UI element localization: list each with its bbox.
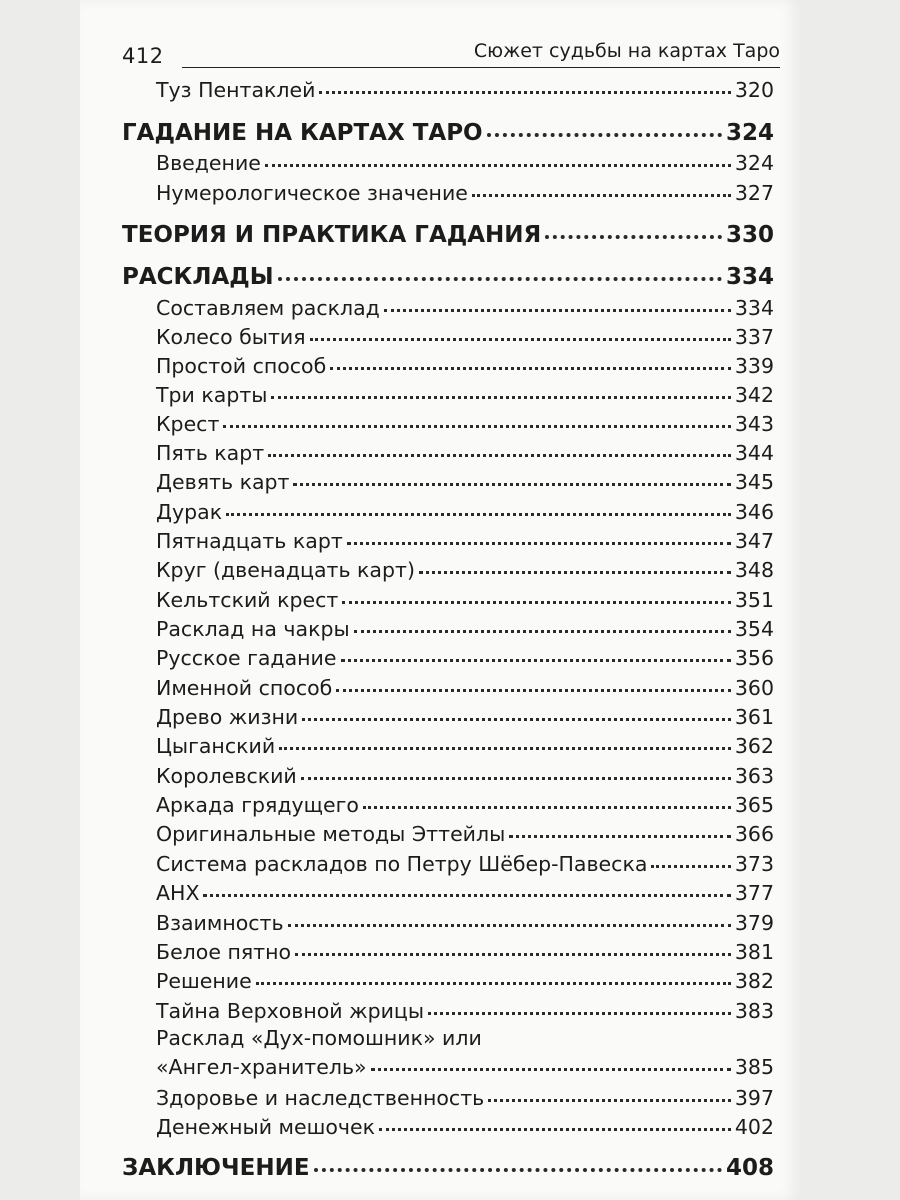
dot-leader [268, 454, 731, 457]
toc-entry-title: Расклад на чакры [156, 617, 350, 641]
toc-entry-page: 365 [734, 793, 774, 817]
toc-entry-page: 334 [725, 264, 774, 290]
dot-leader [223, 425, 730, 428]
dot-leader [279, 747, 731, 750]
running-title: Сюжет судьбы на картах Таро [464, 40, 780, 62]
toc-entry-page: 327 [734, 181, 774, 205]
dot-leader [319, 91, 730, 94]
toc-entry-page: 366 [734, 822, 774, 846]
toc-entry [122, 793, 774, 817]
toc-entry-title: Кельтский крест [156, 588, 339, 612]
dot-leader [203, 894, 730, 897]
toc-entry-page: 334 [734, 296, 774, 320]
toc-entry-page: 346 [734, 500, 774, 524]
dot-leader [384, 309, 731, 312]
dot-leader [545, 235, 722, 239]
toc-entry [122, 911, 774, 935]
toc-entry-title: Дурак [156, 500, 223, 524]
toc-entry-title: Взаимность [156, 911, 284, 935]
toc-entry-title: ТЕОРИЯ И ПРАКТИКА ГАДАНИЯ [122, 222, 542, 248]
dot-leader [354, 630, 731, 633]
toc-entry-title: Туз Пентаклей [156, 78, 316, 102]
toc-entry [122, 78, 774, 102]
toc-entry-page: 363 [734, 764, 774, 788]
toc-entry-title: Колесо бытия [156, 325, 306, 349]
dot-leader [651, 865, 730, 868]
dot-leader [301, 777, 731, 780]
toc-entry-title: «Ангел-хранитель» [156, 1055, 367, 1079]
toc-entry [122, 529, 774, 553]
dot-leader [363, 806, 731, 809]
toc-entry-title: Составляем расклад [156, 296, 380, 320]
toc-entry-page: 330 [725, 222, 774, 248]
toc-entry-page: 360 [734, 676, 774, 700]
toc-entry-page: 351 [734, 588, 774, 612]
toc-entry [122, 969, 774, 993]
toc-entry-page: 385 [734, 1055, 774, 1079]
toc-entry [122, 705, 774, 729]
dot-leader [419, 571, 731, 574]
toc-section-heading [122, 264, 774, 290]
toc-entry-page: 320 [734, 78, 774, 102]
toc-entry-page: 381 [734, 940, 774, 964]
dot-leader [295, 953, 731, 956]
dot-leader [288, 924, 731, 927]
toc-entry [122, 296, 774, 320]
toc-entry-page: 324 [725, 120, 774, 146]
toc-entry-title: Система раскладов по Петру Шёбер-Павеска [156, 852, 648, 876]
toc-entry [122, 852, 774, 876]
toc-entry-page: 383 [734, 999, 774, 1023]
toc-entry [122, 151, 774, 175]
dot-leader [278, 277, 722, 281]
dot-leader [265, 164, 731, 167]
toc-entry [122, 181, 774, 205]
toc-entry-title: Решение [156, 969, 252, 993]
toc-entry-page: 377 [734, 881, 774, 905]
dot-leader [342, 601, 731, 604]
toc-entry-title: Крест [156, 412, 220, 436]
dot-leader [428, 1012, 731, 1015]
toc-entry [122, 383, 774, 407]
toc-entry-page: 408 [725, 1155, 774, 1181]
toc-entry [122, 764, 774, 788]
toc-entry [122, 999, 774, 1023]
dot-leader [488, 1099, 731, 1102]
toc-entry [122, 734, 774, 758]
toc-entry-title: ЗАКЛЮЧЕНИЕ [122, 1155, 310, 1181]
toc-entry-page: 344 [734, 441, 774, 465]
toc-entry-page: 354 [734, 617, 774, 641]
toc-entry-title: Три карты [156, 383, 268, 407]
dot-leader [293, 483, 730, 486]
toc-section-heading [122, 1155, 774, 1181]
toc-entry-title: Нумерологическое значение [156, 181, 468, 205]
dot-leader [472, 194, 731, 197]
dot-leader [509, 835, 731, 838]
toc-entry-page: 361 [734, 705, 774, 729]
toc-entry [122, 676, 774, 700]
toc-entry-title: Простой способ [156, 354, 327, 378]
dot-leader [256, 982, 731, 985]
toc-entry-page: 337 [734, 325, 774, 349]
toc-entry-title: Королевский [156, 764, 297, 788]
toc-entry-title: АНХ [156, 881, 200, 905]
toc-entry [122, 617, 774, 641]
toc-entry-title: РАСКЛАДЫ [122, 264, 274, 290]
toc-section-heading [122, 120, 774, 146]
toc-entry-page: 397 [734, 1086, 774, 1110]
toc-entry-page: 345 [734, 470, 774, 494]
toc-entry-page: 342 [734, 383, 774, 407]
dot-leader [341, 659, 731, 662]
toc-entry-page: 324 [734, 151, 774, 175]
toc-entry [122, 558, 774, 582]
toc-entry-title: Именной способ [156, 676, 333, 700]
dot-leader [379, 1128, 731, 1131]
page-number: 412 [122, 44, 164, 68]
toc-entry-title: Расклад «Дух-помошник» или [156, 1026, 482, 1050]
toc-entry-title: Круг (двенадцать карт) [156, 558, 415, 582]
toc-entry [122, 1115, 774, 1139]
toc-entry-title: Русское гадание [156, 646, 337, 670]
toc-entry-title: Девять карт [156, 470, 290, 494]
toc-entry-title: Аркада грядущего [156, 793, 359, 817]
dot-leader [271, 396, 730, 399]
toc-entry-page: 373 [734, 852, 774, 876]
toc-entry [122, 500, 774, 524]
toc-entry [122, 412, 774, 436]
toc-entry-title: Пятнадцать карт [156, 529, 343, 553]
toc-entry [122, 1055, 774, 1079]
dot-leader [314, 1168, 722, 1172]
toc-section-heading [122, 222, 774, 248]
dot-leader [487, 133, 722, 137]
page-header [122, 40, 780, 70]
toc-entry-title: Белое пятно [156, 940, 292, 964]
toc-entry-page: 347 [734, 529, 774, 553]
toc-entry-title: Здоровье и наследственность [156, 1086, 485, 1110]
toc-entry [122, 881, 774, 905]
toc-entry-title: Древо жизни [156, 705, 299, 729]
toc-entry-title: Оригинальные методы Эттейлы [156, 822, 506, 846]
toc-entry [122, 441, 774, 465]
toc-entry-page: 339 [734, 354, 774, 378]
toc-entry [122, 1086, 774, 1110]
toc-entry [122, 646, 774, 670]
toc-entry-page: 356 [734, 646, 774, 670]
toc-entry-page: 379 [734, 911, 774, 935]
toc-entry [122, 940, 774, 964]
dot-leader [336, 689, 731, 692]
toc-entry-title: Денежный мешочек [156, 1115, 376, 1139]
toc-entry-title: Пять карт [156, 441, 265, 465]
toc-entry-title: Введение [156, 151, 261, 175]
toc-entry [122, 354, 774, 378]
toc-entry-title: ГАДАНИЕ НА КАРТАХ ТАРО [122, 120, 483, 146]
dot-leader [347, 542, 731, 545]
toc-entry [122, 822, 774, 846]
toc-entry-page: 343 [734, 412, 774, 436]
toc-entry [122, 470, 774, 494]
toc-entry [122, 588, 774, 612]
toc-entry [122, 325, 774, 349]
toc-entry-page: 348 [734, 558, 774, 582]
toc-entry-page: 402 [734, 1115, 774, 1139]
toc-entry-page: 362 [734, 734, 774, 758]
toc-entry-title-line1 [122, 1026, 774, 1050]
dot-leader [302, 718, 731, 721]
toc-entry-title: Цыганский [156, 734, 276, 758]
dot-leader [371, 1068, 731, 1071]
dot-leader [330, 367, 731, 370]
dot-leader [310, 338, 731, 341]
header-rule [182, 67, 780, 68]
toc-entry-page: 382 [734, 969, 774, 993]
dot-leader [226, 513, 731, 516]
toc-entry-title: Тайна Верховной жрицы [156, 999, 425, 1023]
